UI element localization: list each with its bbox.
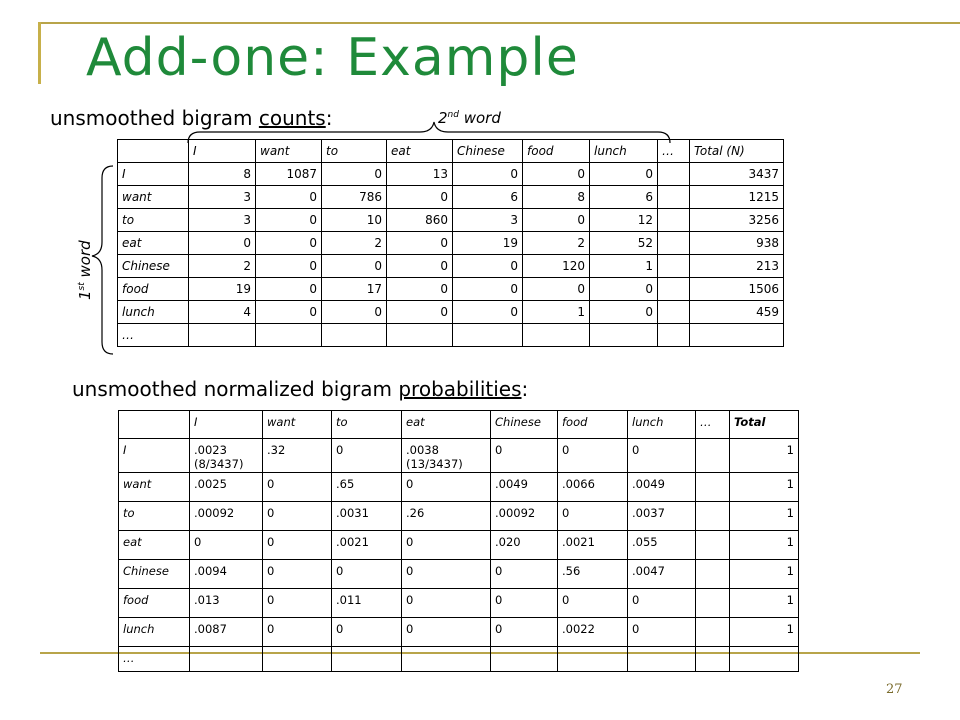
probs-cell [696, 473, 730, 502]
counts-cell: 0 [387, 255, 453, 278]
counts-cell: 1506 [690, 278, 784, 301]
probs-row [119, 618, 799, 647]
probs-cell: .32 [263, 439, 332, 473]
probs-cell [402, 647, 491, 672]
probs-cell: 0 [332, 618, 402, 647]
probs-cell: 0 [491, 589, 558, 618]
counts-cell: 2 [523, 232, 590, 255]
probs-cell: 0 [491, 618, 558, 647]
probs-row [119, 560, 799, 589]
counts-cell: 3437 [690, 163, 784, 186]
counts-cell: 12 [590, 209, 658, 232]
counts-caption-suffix: : [325, 106, 333, 130]
counts-cell: 0 [523, 163, 590, 186]
probs-cell: 0 [558, 589, 628, 618]
counts-row-header: Chinese [118, 255, 189, 278]
probs-caption-prefix: unsmoothed normalized bigram [72, 377, 399, 401]
probs-cell: 1 [730, 473, 799, 502]
probs-cell: .020 [491, 531, 558, 560]
probs-cell: 0 [263, 618, 332, 647]
counts-cell: 0 [453, 163, 523, 186]
counts-cell: 8 [523, 186, 590, 209]
counts-cell: 4 [189, 301, 256, 324]
counts-caption-underlined: counts [258, 106, 326, 130]
counts-cell: 0 [256, 278, 322, 301]
probs-col-header: food [558, 411, 628, 439]
counts-cell: 1 [590, 255, 658, 278]
counts-cell: 0 [256, 186, 322, 209]
probs-cell: 0 [558, 439, 628, 473]
probs-cell [696, 618, 730, 647]
counts-cell: 0 [322, 163, 387, 186]
probs-cell: 0 [402, 618, 491, 647]
counts-cell [590, 324, 658, 347]
counts-cell [658, 186, 690, 209]
counts-cell: 10 [322, 209, 387, 232]
probs-col-header: want [263, 411, 332, 439]
probs-row-header: Chinese [119, 560, 190, 589]
counts-cell: 3256 [690, 209, 784, 232]
counts-cell [322, 324, 387, 347]
counts-cell: 17 [322, 278, 387, 301]
counts-cell: 6 [590, 186, 658, 209]
probs-cell [696, 439, 730, 473]
counts-caption-prefix: unsmoothed bigram [50, 106, 259, 130]
probs-col-header: Total [730, 411, 799, 439]
probs-row-header: to [119, 502, 190, 531]
counts-cell: 1 [523, 301, 590, 324]
counts-cell: 0 [523, 278, 590, 301]
row-axis-word: word [76, 240, 94, 283]
probs-cell: 0 [263, 473, 332, 502]
probs-cell [696, 647, 730, 672]
counts-cell: 0 [189, 232, 256, 255]
counts-cell: 1215 [690, 186, 784, 209]
counts-cell: 0 [322, 301, 387, 324]
counts-row [118, 186, 784, 209]
probs-cell: 0 [402, 589, 491, 618]
probs-cell: .0087 [190, 618, 263, 647]
counts-row-header: to [118, 209, 189, 232]
probs-cell: .56 [558, 560, 628, 589]
probs-cell: .0031 [332, 502, 402, 531]
counts-row [118, 255, 784, 278]
counts-row-header: food [118, 278, 189, 301]
probs-cell: 0 [263, 589, 332, 618]
counts-cell [189, 324, 256, 347]
probs-cell [491, 647, 558, 672]
counts-cell: 0 [387, 278, 453, 301]
counts-col-header: … [658, 140, 690, 163]
slide-title: Add-one: Example [86, 28, 579, 88]
probs-cell [730, 647, 799, 672]
counts-cell [658, 232, 690, 255]
probs-cell: 0 [190, 531, 263, 560]
counts-col-header: eat [387, 140, 453, 163]
counts-cell: 0 [453, 301, 523, 324]
probs-cell: .0094 [190, 560, 263, 589]
probs-cell: 0 [332, 439, 402, 473]
counts-cell: 786 [322, 186, 387, 209]
probs-row-header: … [119, 647, 190, 672]
counts-cell: 0 [453, 278, 523, 301]
probs-cell [696, 531, 730, 560]
probs-cell: 1 [730, 531, 799, 560]
counts-cell: 19 [453, 232, 523, 255]
counts-row [118, 324, 784, 347]
counts-col-header: food [523, 140, 590, 163]
counts-cell [658, 255, 690, 278]
counts-row-header: I [118, 163, 189, 186]
probs-row-header: I [119, 439, 190, 473]
probs-cell: .00092 [491, 502, 558, 531]
probs-cell: 1 [730, 618, 799, 647]
probs-cell: 0 [558, 502, 628, 531]
counts-cell: 52 [590, 232, 658, 255]
counts-cell: 13 [387, 163, 453, 186]
counts-cell: 120 [523, 255, 590, 278]
col-axis-number: 2 [438, 109, 448, 127]
probs-cell: .0037 [628, 502, 696, 531]
counts-header-row [118, 140, 784, 163]
counts-cell [453, 324, 523, 347]
counts-cell: 3 [453, 209, 523, 232]
counts-cell [658, 324, 690, 347]
counts-col-header: Chinese [453, 140, 523, 163]
counts-cell [658, 301, 690, 324]
probs-cell: 0 [402, 531, 491, 560]
counts-row-header: eat [118, 232, 189, 255]
probs-col-header: to [332, 411, 402, 439]
probs-col-header: lunch [628, 411, 696, 439]
counts-cell: 19 [189, 278, 256, 301]
probs-cell: .0025 [190, 473, 263, 502]
counts-cell: 0 [590, 278, 658, 301]
probs-col-header: Chinese [491, 411, 558, 439]
counts-col-header [118, 140, 189, 163]
probs-cell: 0 [628, 589, 696, 618]
counts-cell: 0 [256, 209, 322, 232]
probs-col-header: … [696, 411, 730, 439]
counts-cell: 8 [189, 163, 256, 186]
probs-row [119, 473, 799, 502]
col-axis-sup: nd [447, 110, 459, 120]
counts-col-header: want [256, 140, 322, 163]
probs-cell: 0 [263, 502, 332, 531]
counts-cell: 3 [189, 209, 256, 232]
counts-cell: 938 [690, 232, 784, 255]
counts-cell [658, 209, 690, 232]
probs-cell [696, 502, 730, 531]
row-axis-sup: st [77, 282, 87, 291]
probs-cell: .0038 (13/3437) [402, 439, 491, 473]
top-rule [40, 22, 960, 24]
probs-cell: .055 [628, 531, 696, 560]
probs-cell: 0 [628, 439, 696, 473]
probs-row-header: lunch [119, 618, 190, 647]
probs-row [119, 502, 799, 531]
probs-col-header: I [190, 411, 263, 439]
counts-cell: 860 [387, 209, 453, 232]
counts-cell [387, 324, 453, 347]
probs-cell: 0 [332, 560, 402, 589]
counts-cell [690, 324, 784, 347]
probs-cell: .0049 [491, 473, 558, 502]
row-axis-label [76, 240, 94, 300]
counts-col-header: I [189, 140, 256, 163]
probs-header-row [119, 411, 799, 439]
probs-caption-underlined: probabilities [398, 377, 522, 401]
counts-cell: 0 [590, 163, 658, 186]
probs-caption [72, 377, 528, 401]
probs-cell: .011 [332, 589, 402, 618]
probs-cell: 0 [491, 560, 558, 589]
counts-row [118, 209, 784, 232]
probs-cell: .26 [402, 502, 491, 531]
page-number: 27 [886, 682, 903, 697]
probs-cell: 0 [263, 560, 332, 589]
counts-row-header: lunch [118, 301, 189, 324]
probs-cell: .0049 [628, 473, 696, 502]
counts-cell: 6 [453, 186, 523, 209]
counts-row [118, 232, 784, 255]
probs-cell: .0022 [558, 618, 628, 647]
probs-row [119, 647, 799, 672]
counts-row-header: … [118, 324, 189, 347]
counts-cell [658, 163, 690, 186]
counts-cell [256, 324, 322, 347]
probs-cell: 1 [730, 502, 799, 531]
probs-cell: 0 [628, 618, 696, 647]
counts-cell: 0 [387, 301, 453, 324]
counts-col-header: Total (N) [690, 140, 784, 163]
probs-cell [332, 647, 402, 672]
probs-cell: .65 [332, 473, 402, 502]
counts-row-header: want [118, 186, 189, 209]
probs-row [119, 531, 799, 560]
probs-cell: .0047 [628, 560, 696, 589]
counts-cell: 459 [690, 301, 784, 324]
probs-cell [558, 647, 628, 672]
probs-cell: .013 [190, 589, 263, 618]
probs-cell [263, 647, 332, 672]
counts-row [118, 163, 784, 186]
probs-caption-suffix: : [521, 377, 529, 401]
counts-cell [658, 278, 690, 301]
counts-cell: 3 [189, 186, 256, 209]
col-axis-word: word [458, 109, 501, 127]
counts-cell: 2 [322, 232, 387, 255]
probs-col-header [119, 411, 190, 439]
probs-row [119, 439, 799, 473]
probs-cell: 1 [730, 589, 799, 618]
probs-cell: .0021 [332, 531, 402, 560]
counts-cell: 2 [189, 255, 256, 278]
probs-cell [696, 589, 730, 618]
counts-col-header: to [322, 140, 387, 163]
counts-cell: 0 [387, 186, 453, 209]
probs-col-header: eat [402, 411, 491, 439]
counts-caption [50, 106, 332, 130]
counts-cell: 0 [453, 255, 523, 278]
counts-cell: 1087 [256, 163, 322, 186]
probs-cell [628, 647, 696, 672]
probs-cell: .0023 (8/3437) [190, 439, 263, 473]
probs-row-header: food [119, 589, 190, 618]
counts-row [118, 278, 784, 301]
counts-cell: 0 [590, 301, 658, 324]
counts-cell: 0 [256, 301, 322, 324]
counts-cell: 0 [322, 255, 387, 278]
counts-cell [523, 324, 590, 347]
probs-cell: 1 [730, 439, 799, 473]
bigram-counts-table [117, 139, 784, 347]
row-axis-number: 1 [76, 290, 94, 300]
counts-col-header: lunch [590, 140, 658, 163]
probs-cell: .0066 [558, 473, 628, 502]
col-axis-label [438, 109, 501, 127]
probs-cell [190, 647, 263, 672]
probs-cell: 1 [730, 560, 799, 589]
left-accent-bar [38, 22, 41, 84]
probs-cell [696, 560, 730, 589]
probs-cell: 0 [491, 439, 558, 473]
counts-cell: 0 [256, 255, 322, 278]
probs-cell: 0 [263, 531, 332, 560]
probs-row [119, 589, 799, 618]
counts-cell: 213 [690, 255, 784, 278]
counts-cell: 0 [523, 209, 590, 232]
counts-cell: 0 [387, 232, 453, 255]
counts-row [118, 301, 784, 324]
probs-row-header: eat [119, 531, 190, 560]
probs-cell: .00092 [190, 502, 263, 531]
probs-row-header: want [119, 473, 190, 502]
probs-cell: 0 [402, 473, 491, 502]
bigram-probabilities-table [118, 410, 799, 672]
probs-cell: .0021 [558, 531, 628, 560]
probs-cell: 0 [402, 560, 491, 589]
counts-cell: 0 [256, 232, 322, 255]
